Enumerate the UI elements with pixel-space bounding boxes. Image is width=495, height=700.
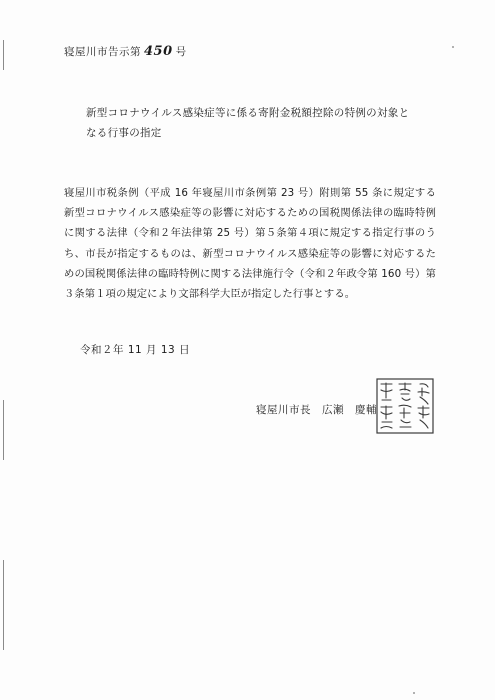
notice-prefix: 寝屋川市告示第 [64,46,141,58]
scan-edge-mark [3,560,4,650]
mayor-signature: 寝屋川市長 広瀬 慶輔 [256,404,377,416]
scan-speck [413,692,415,694]
document-date: 令和２年 11 月 13 日 [80,344,191,356]
document-body: 寝屋川市税条例（平成 16 年寝屋川市条例第 23 号）附則第 55 条に規定する新型コロナウイルス感染症等の影響に対応するための国税関係法律の臨時特例に関する法律（令和２年法律第 25 号）第５条第４項に規定する指定行事のうち、市長が指定するものは、新型コロナウイルス感染症等の影響に対応するための国税関係法律の臨時特例に関する法律施行令（令和２年政令第 160 号）第３条第１項の規定により文部科学大臣が指定した行事とする。 [64,187,436,301]
notice-suffix: 号 [175,46,187,58]
notice-handwritten-number: 450 [144,44,173,59]
scan-edge-mark [3,40,4,70]
official-seal [376,378,434,434]
scan-edge-mark [3,400,4,460]
scan-speck [452,46,454,48]
notice-number [64,44,187,59]
document-title: 新型コロナウイルス感染症等に係る寄附金税額控除の特例の対象となる行事の指定 [86,107,410,139]
